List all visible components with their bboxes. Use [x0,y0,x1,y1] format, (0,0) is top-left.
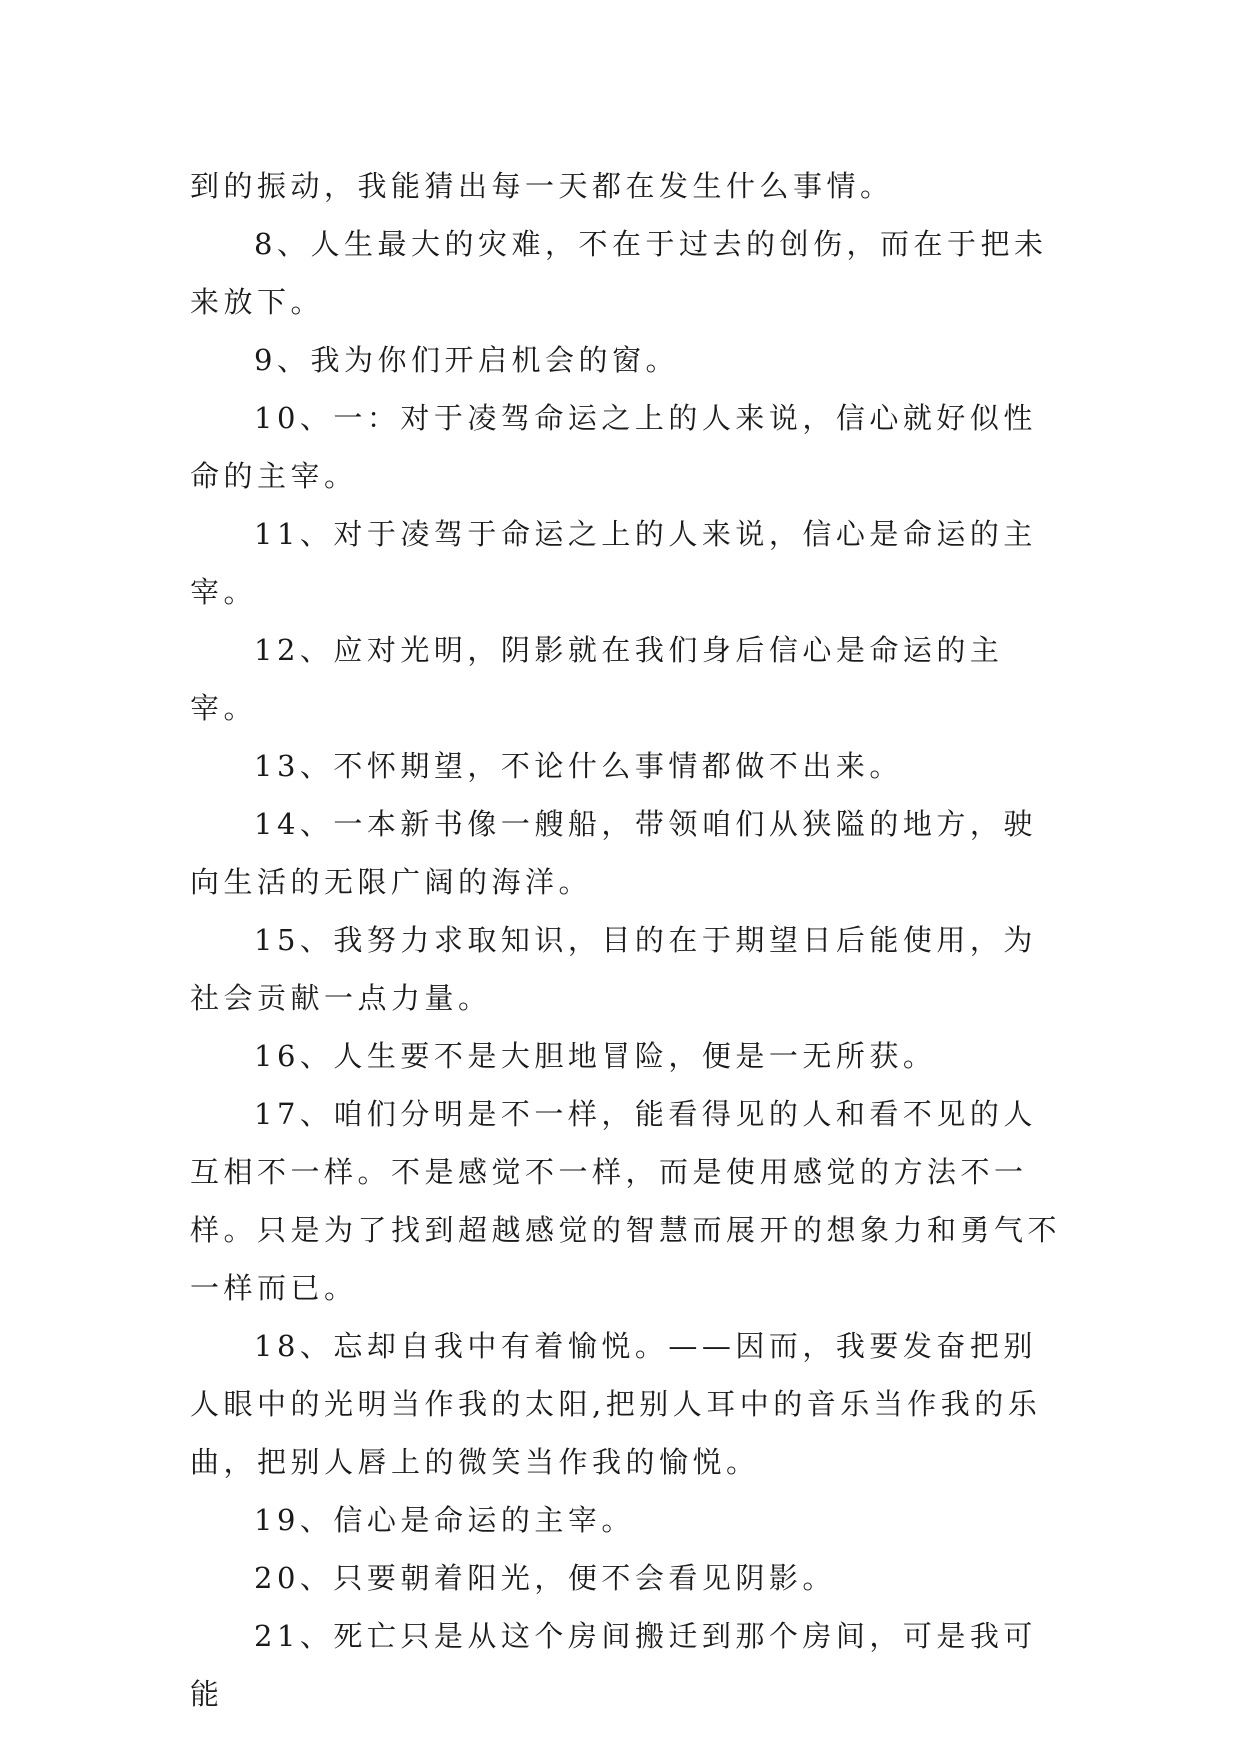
quote-paragraph-10: 10、一：对于凌驾命运之上的人来说，信心就好似性命的主宰。 [190,401,1037,493]
quote-paragraph-12: 12、应对光明，阴影就在我们身后信心是命运的主宰。 [190,633,1004,725]
quote-paragraph-9: 9、我为你们开启机会的窗。 [254,343,679,377]
paragraph-continuation: 到的振动，我能猜出每一天都在发生什么事情。 [190,169,894,203]
quote-paragraph-19: 19、信心是命运的主宰。 [254,1503,635,1537]
quote-paragraph-11: 11、对于凌驾于命运之上的人来说，信心是命运的主宰。 [190,517,1037,609]
quote-paragraph-17: 17、咱们分明是不一样，能看得见的人和看不见的人互相不一样。不是感觉不一样，而是使用感觉的方法不一样。只是为了找到超越感觉的智慧而展开的想象力和勇气不一样而已。 [190,1097,1062,1305]
quote-paragraph-18: 18、忘却自我中有着愉悦。——因而，我要发奋把别人眼中的光明当作我的太阳,把别人耳中的音乐当作我的乐曲，把别人唇上的微笑当作我的愉悦。 [190,1329,1042,1479]
quote-paragraph-8: 8、人生最大的灾难，不在于过去的创伤，而在于把未来放下。 [190,227,1048,319]
quote-paragraph-15: 15、我努力求取知识，目的在于期望日后能使用，为社会贡献一点力量。 [190,923,1037,1015]
quote-paragraph-14: 14、一本新书像一艘船，带领咱们从狭隘的地方，驶向生活的无限广阔的海洋。 [190,807,1037,899]
document-body [190,157,1070,1723]
quote-paragraph-20: 20、只要朝着阳光，便不会看见阴影。 [254,1561,836,1595]
quote-paragraph-13: 13、不怀期望，不论什么事情都做不出来。 [254,749,903,783]
quote-paragraph-16: 16、人生要不是大胆地冒险，便是一无所获。 [254,1039,937,1073]
quote-paragraph-21: 21、死亡只是从这个房间搬迁到那个房间，可是我可能 [190,1619,1037,1711]
